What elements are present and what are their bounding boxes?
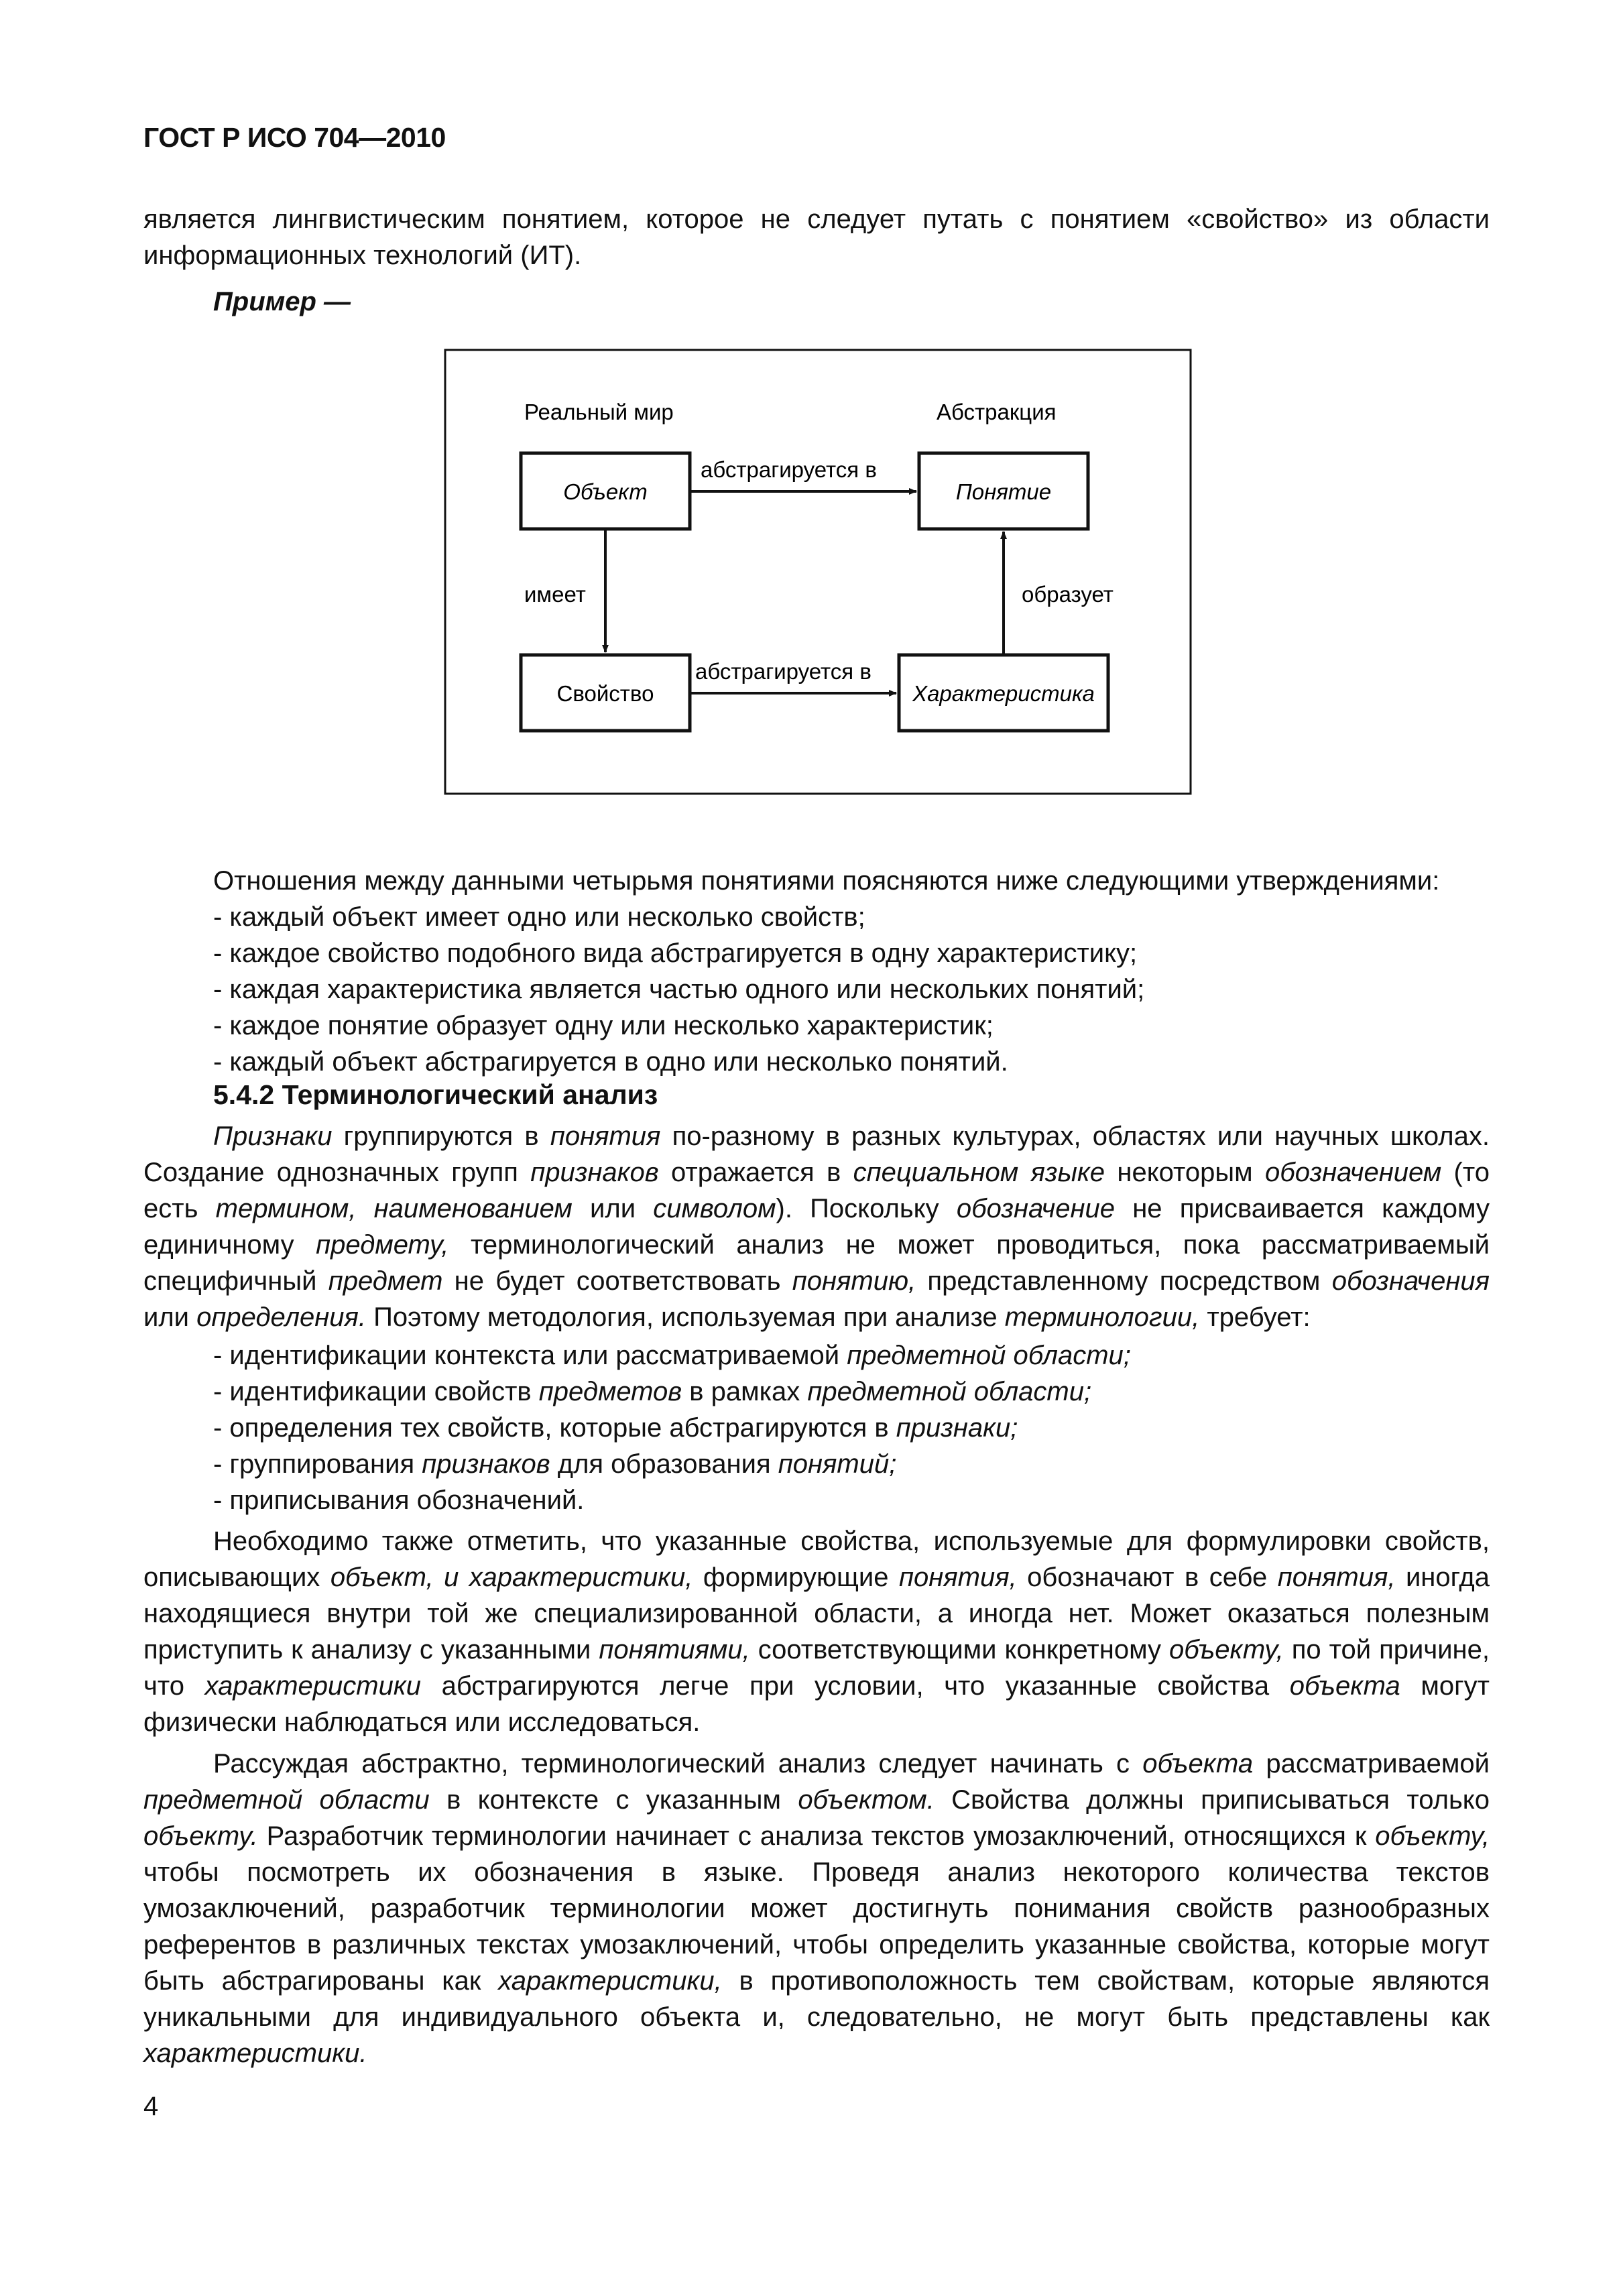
paragraph-properties-note: Необходимо также отметить, что указанные свойства, используемые для формулировки свойств, описывающих объект, и характеристики, формирующие понятия, обозначают в себе понятия, иногда находящиеся внутри той же специализированной области, а иногда нет. Может оказаться полезным приступить к анализу с указанными понятиями, соответствующими конкретному объекту, по той причине, что характеристики абстрагируются легче при условии, что указанные свойства объекта могут физически наблюдаться или исследоваться. [143, 1526, 1490, 1737]
method-item: - идентификации свойств предметов в рамках предметной области; [213, 1377, 1092, 1406]
method-item: - группирования признаков для образования понятий; [213, 1449, 897, 1479]
arrow-top-label: абстрагируется в [701, 457, 877, 482]
example-label: Пример — [213, 287, 351, 316]
relations-item: - каждый объект имеет одно или несколько свойств; [213, 902, 865, 932]
box-characteristic-label: Характеристика [912, 681, 1095, 706]
right-header-label: Абстракция [937, 400, 1057, 424]
relations-item: - каждая характеристика является частью одного или нескольких понятий; [213, 975, 1145, 1004]
paragraph-terminology-analysis: Признаки группируются в понятия по-разному в разных культурах, областях или научных школах. Создание однозначных групп признаков отражается в специальном языке некоторым обозначением (то есть термином, наименованием или символом). Поскольку обозначение не присваивается каждому единичному предмету, терминологический анализ не может проводиться, пока рассматриваемый специфичный предмет не будет соответствовать понятию, представленному посредством обозначения или определения. Поэтому методология, используемая при анализе терминологии, требует: [143, 1122, 1490, 1332]
left-header-label: Реальный мир [524, 400, 674, 424]
method-item: - приписывания обозначений. [213, 1486, 585, 1515]
arrow-right-label: образует [1022, 582, 1114, 607]
arrow-bottom-label: абстрагируется в [695, 659, 871, 684]
intro-paragraph: является лингвистическим понятием, которое не следует путать с понятием «свойство» из области информационных технологий (ИТ). [143, 204, 1490, 270]
document-header: ГОСТ Р ИСО 704—2010 [143, 122, 446, 153]
concept-diagram [444, 349, 1192, 795]
box-concept-label: Понятие [955, 479, 1052, 504]
relations-intro: Отношения между данными четырьмя понятиями поясняются ниже следующими утверждениями: [213, 866, 1440, 896]
page-number: 4 [143, 2092, 159, 2121]
arrow-left-label: имеет [524, 582, 586, 607]
method-item: - определения тех свойств, которые абстрагируются в признаки; [213, 1413, 1018, 1443]
relations-item: - каждое понятие образует одну или несколько характеристик; [213, 1011, 994, 1040]
box-property-label: Свойство [556, 681, 654, 706]
relations-item: - каждое свойство подобного вида абстрагируется в одну характеристику; [213, 939, 1138, 968]
relations-item: - каждый объект абстрагируется в одно или несколько понятий. [213, 1047, 1008, 1077]
diagram-svg [444, 349, 1192, 795]
section-heading: 5.4.2 Терминологический анализ [213, 1079, 658, 1110]
box-object-label: Объект [563, 479, 648, 504]
method-item: - идентификации контекста или рассматриваемой предметной области; [213, 1341, 1131, 1370]
paragraph-abstract-reasoning: Рассуждая абстрактно, терминологический анализ следует начинать с объекта рассматриваемой предметной области в контексте с указанным объектом. Свойства должны приписываться только объекту. Разработчик терминологии начинает с анализа текстов умозаключений, относящихся к объекту, чтобы посмотреть их обозначения в языке. Проведя анализ некоторого количества текстов умозаключений, разработчик терминологии может достигнуть понимания свойств разнообразных референтов в различных текстах умозаключений, чтобы определить указанные свойства, которые могут быть абстрагированы как характеристики, в противоположность тем свойствам, которые являются уникальными для индивидуального объекта и, следовательно, не могут быть представлены как характеристики. [143, 1749, 1490, 2068]
